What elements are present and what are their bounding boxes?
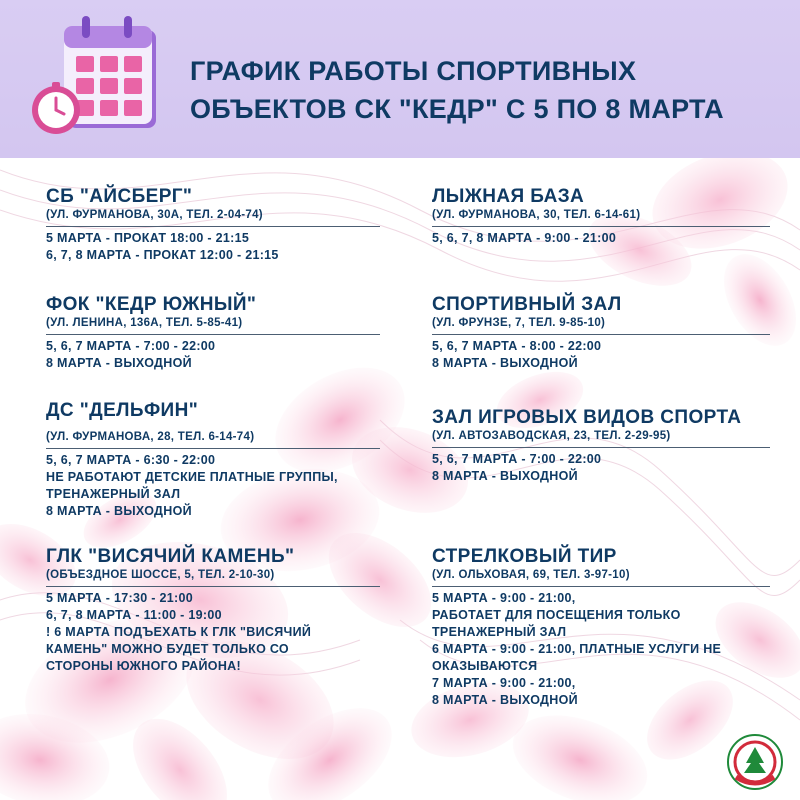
schedule-line: РАБОТАЕТ ДЛЯ ПОСЕЩЕНИЯ ТОЛЬКО bbox=[432, 608, 681, 622]
facility-address: (УЛ. ФРУНЗЕ, 7, ТЕЛ. 9-85-10) bbox=[432, 316, 770, 335]
schedule-line: ОКАЗЫВАЮТСЯ bbox=[432, 659, 538, 673]
schedule-line: НЕ РАБОТАЮТ ДЕТСКИЕ ПЛАТНЫЕ ГРУППЫ, bbox=[46, 470, 338, 484]
facility-name: СБ "АЙСБЕРГ" bbox=[46, 186, 193, 207]
facility-address: (УЛ. ФУРМАНОВА, 28, ТЕЛ. 6-14-74) bbox=[46, 430, 380, 449]
calendar-clock-icon bbox=[30, 12, 170, 142]
schedule-line: 8 МАРТА - ВЫХОДНОЙ bbox=[46, 504, 192, 518]
title-line-2: ОБЪЕКТОВ СК "КЕДР" С 5 ПО 8 МАРТА bbox=[190, 94, 724, 124]
schedule-line: 5, 6, 7 МАРТА - 7:00 - 22:00 bbox=[46, 339, 216, 353]
facility-name: СПОРТИВНЫЙ ЗАЛ bbox=[432, 294, 622, 315]
schedule-line: 8 МАРТА - ВЫХОДНОЙ bbox=[432, 469, 578, 483]
page-title bbox=[190, 52, 790, 128]
facility-kedr-yuzhny bbox=[46, 294, 380, 372]
facility-zal-igrovyh bbox=[432, 407, 770, 485]
facility-name: ДС "ДЕЛЬФИН" bbox=[46, 400, 199, 421]
schedule-line: 5, 6, 7 МАРТА - 6:30 - 22:00 bbox=[46, 453, 216, 467]
schedule-line: 6 МАРТА - 9:00 - 21:00, ПЛАТНЫЕ УСЛУГИ НЕ bbox=[432, 642, 722, 656]
facility-name: ГЛК "ВИСЯЧИЙ КАМЕНЬ" bbox=[46, 546, 295, 567]
schedule-line: СТОРОНЫ ЮЖНОГО РАЙОНА! bbox=[46, 659, 241, 673]
schedule-line: 6, 7, 8 МАРТА - 11:00 - 19:00 bbox=[46, 608, 222, 622]
facility-address: (УЛ. ФУРМАНОВА, 30, ТЕЛ. 6-14-61) bbox=[432, 208, 770, 227]
schedule-line: 5, 6, 7 МАРТА - 7:00 - 22:00 bbox=[432, 452, 602, 466]
schedule-line: 7 МАРТА - 9:00 - 21:00, bbox=[432, 676, 576, 690]
facility-name: ФОК "КЕДР ЮЖНЫЙ" bbox=[46, 294, 257, 315]
facility-name: ЛЫЖНАЯ БАЗА bbox=[432, 186, 585, 207]
facility-address: (ОБЪЕЗДНОЕ ШОССЕ, 5, ТЕЛ. 2-10-30) bbox=[46, 568, 380, 587]
schedule-line: 5 МАРТА - 9:00 - 21:00, bbox=[432, 591, 576, 605]
schedule-line: 8 МАРТА - ВЫХОДНОЙ bbox=[432, 356, 578, 370]
facility-visyachiy-kamen bbox=[46, 546, 380, 675]
schedule-line: 5, 6, 7, 8 МАРТА - 9:00 - 21:00 bbox=[432, 231, 617, 245]
schedule-line: 8 МАРТА - ВЫХОДНОЙ bbox=[432, 693, 578, 707]
club-logo-icon bbox=[726, 733, 784, 791]
facility-name: ЗАЛ ИГРОВЫХ ВИДОВ СПОРТА bbox=[432, 407, 742, 428]
facility-lyzhnaya-baza bbox=[432, 186, 770, 247]
facility-address: (УЛ. ФУРМАНОВА, 30А, ТЕЛ. 2-04-74) bbox=[46, 208, 380, 227]
facility-aisberg bbox=[46, 186, 380, 264]
schedule-line: 5, 6, 7 МАРТА - 8:00 - 22:00 bbox=[432, 339, 602, 353]
facility-delfin bbox=[46, 400, 380, 520]
schedule-line: 6, 7, 8 МАРТА - ПРОКАТ 12:00 - 21:15 bbox=[46, 248, 279, 262]
facility-address: (УЛ. ЛЕНИНА, 136А, ТЕЛ. 5-85-41) bbox=[46, 316, 380, 335]
facility-sportivny-zal bbox=[432, 294, 770, 372]
facility-address: (УЛ. ОЛЬХОВАЯ, 69, ТЕЛ. 3-97-10) bbox=[432, 568, 770, 587]
schedule-line: 5 МАРТА - ПРОКАТ 18:00 - 21:15 bbox=[46, 231, 250, 245]
schedule-line: 8 МАРТА - ВЫХОДНОЙ bbox=[46, 356, 192, 370]
schedule-line: 5 МАРТА - 17:30 - 21:00 bbox=[46, 591, 193, 605]
schedule-line: КАМЕНЬ" МОЖНО БУДЕТ ТОЛЬКО СО bbox=[46, 642, 289, 656]
facility-name: СТРЕЛКОВЫЙ ТИР bbox=[432, 546, 617, 567]
schedule-line: ! 6 МАРТА ПОДЪЕХАТЬ К ГЛК "ВИСЯЧИЙ bbox=[46, 625, 312, 639]
facility-address: (УЛ. АВТОЗАВОДСКАЯ, 23, ТЕЛ. 2-29-95) bbox=[432, 429, 770, 448]
schedule-line: ТРЕНАЖЕРНЫЙ ЗАЛ bbox=[46, 487, 181, 501]
schedule-line: ТРЕНАЖЕРНЫЙ ЗАЛ bbox=[432, 625, 567, 639]
facility-strelkovy-tir bbox=[432, 546, 770, 709]
title-line-1: ГРАФИК РАБОТЫ СПОРТИВНЫХ bbox=[190, 56, 637, 86]
